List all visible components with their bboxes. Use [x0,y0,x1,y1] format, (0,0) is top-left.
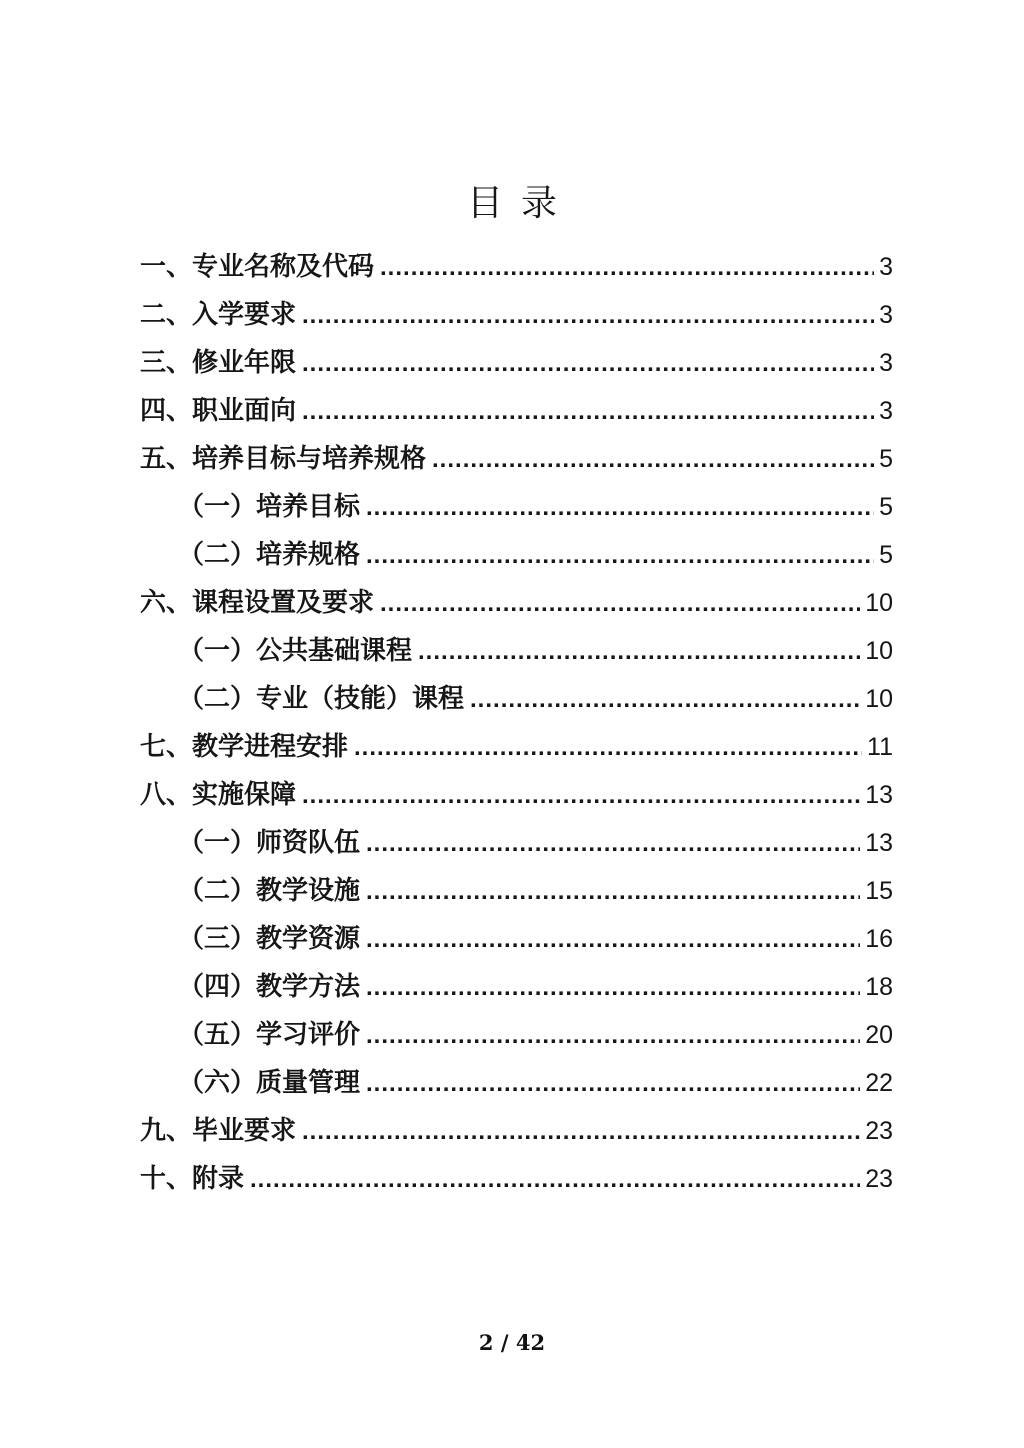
toc-entry-label: 九、毕业要求 [140,1115,297,1145]
toc-entry-dot-leader [366,962,860,1012]
toc-entry-dot-leader [366,1058,860,1108]
toc-entry-page-number: 22 [865,1069,893,1097]
toc-entry-page-number: 15 [865,877,893,905]
toc-entry-dot-leader [366,866,860,916]
toc-entry-label: （二）教学设施 [178,875,361,905]
toc-entry-label: 四、职业面向 [140,395,297,425]
toc-entry-label: （五）学习评价 [178,1019,361,1049]
toc-entry-page-number: 5 [879,541,893,569]
toc-entry[interactable] [140,386,893,434]
toc-entry[interactable] [140,482,893,530]
toc-entry-label: 七、教学进程安排 [140,731,349,761]
page-title: 目录 [466,183,575,224]
toc-entry-label: （二）专业（技能）课程 [178,683,465,713]
toc-entry[interactable] [140,530,893,578]
toc-entry[interactable] [140,338,893,386]
toc-entry-page-number: 5 [879,493,893,521]
toc-entry[interactable] [140,866,893,914]
toc-entry-dot-leader [366,1010,860,1060]
toc-entry-dot-leader [366,482,874,532]
toc-entry-label: （一）师资队伍 [178,827,361,857]
toc-entry[interactable] [140,578,893,626]
toc-entry-label: 三、修业年限 [140,347,297,377]
toc-entry-label: （二）培养规格 [178,539,361,569]
toc-entry-page-number: 3 [879,397,893,425]
toc-entry-dot-leader [380,242,874,292]
toc-entry[interactable] [140,674,893,722]
toc-entry[interactable] [140,914,893,962]
toc-entry-dot-leader [366,530,874,580]
toc-entry-dot-leader [380,578,860,628]
toc-entry[interactable] [140,242,893,290]
toc-entry[interactable] [140,770,893,818]
toc-entry[interactable] [140,722,893,770]
toc-entry-dot-leader [418,626,860,676]
toc-entry[interactable] [140,626,893,674]
toc-entry-label: 五、培养目标与培养规格 [140,443,427,473]
toc-entry[interactable] [140,1058,893,1106]
toc-entry-label: 十、附录 [140,1163,245,1193]
toc-entry-dot-leader [366,818,860,868]
toc-entry-page-number: 16 [865,925,893,953]
toc-entry-dot-leader [302,290,874,340]
toc-entry[interactable] [140,1010,893,1058]
toc-entry-page-number: 10 [865,589,893,617]
toc-entry-dot-leader [366,914,860,964]
toc-entry-page-number: 10 [865,685,893,713]
toc-entry-page-number: 3 [879,253,893,281]
page-number-footer: 2 / 42 [478,1330,546,1355]
toc-entry-label: （一）公共基础课程 [178,635,413,665]
toc-entry-page-number: 10 [865,637,893,665]
toc-entry-page-number: 11 [867,733,893,761]
toc-entry-dot-leader [302,1106,860,1156]
toc-entry-page-number: 23 [865,1117,893,1145]
toc-entry-label: 二、入学要求 [140,299,297,329]
toc-entry-page-number: 3 [879,349,893,377]
toc-entry-dot-leader [302,386,874,436]
toc-entry-label: （三）教学资源 [178,923,361,953]
toc-entry-dot-leader [354,722,862,772]
toc-entry-page-number: 20 [865,1021,893,1049]
toc-entry-page-number: 18 [865,973,893,1001]
toc-list [140,242,893,1202]
toc-entry-page-number: 23 [865,1165,893,1193]
toc-entry-label: 一、专业名称及代码 [140,251,375,281]
toc-entry-dot-leader [302,338,874,388]
toc-entry[interactable] [140,818,893,866]
toc-entry-page-number: 13 [865,781,893,809]
toc-entry-page-number: 5 [879,445,893,473]
toc-entry[interactable] [140,962,893,1010]
toc-entry-dot-leader [302,770,860,820]
toc-entry-label: （一）培养目标 [178,491,361,521]
toc-entry-page-number: 3 [879,301,893,329]
toc-entry-label: 六、课程设置及要求 [140,587,375,617]
toc-entry-label: （四）教学方法 [178,971,361,1001]
toc-entry-label: （六）质量管理 [178,1067,361,1097]
toc-entry-dot-leader [250,1154,860,1204]
toc-entry-dot-leader [432,434,874,484]
toc-entry-dot-leader [470,674,860,724]
toc-entry[interactable] [140,1106,893,1154]
toc-entry-label: 八、实施保障 [140,779,297,809]
toc-entry-page-number: 13 [865,829,893,857]
toc-entry[interactable] [140,290,893,338]
toc-entry[interactable] [140,1154,893,1202]
toc-entry[interactable] [140,434,893,482]
